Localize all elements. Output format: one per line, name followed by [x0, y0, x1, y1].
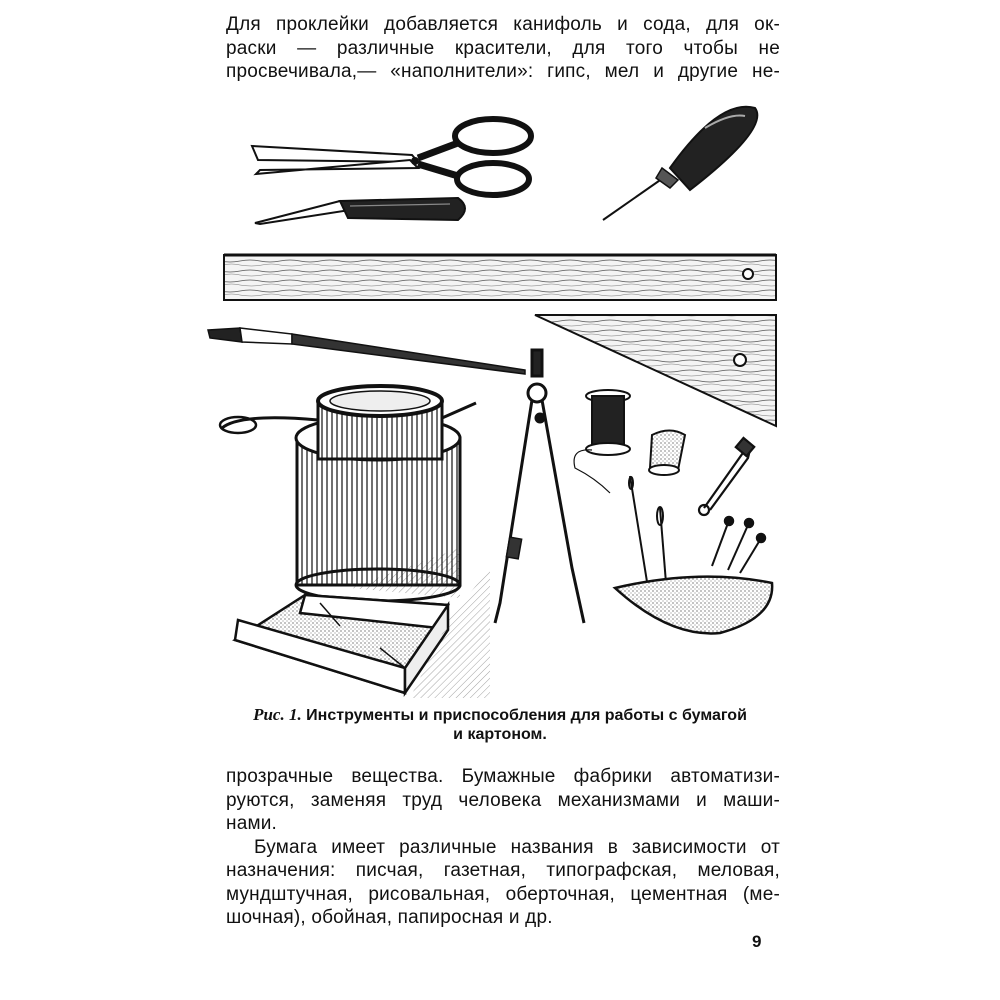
text-line: мундштучная, рисовальная, оберточная, цементная (ме-: [226, 883, 780, 905]
page-number: 9: [752, 932, 762, 951]
top-paragraph: [226, 13, 780, 84]
caption-text: Инструменты и приспособления для работы с бумагой: [306, 707, 747, 724]
text-line: Для проклейки добавляется канифоль и сода, для ок-: [226, 14, 780, 35]
figure-caption: [200, 705, 800, 744]
caption-line-1: [200, 705, 800, 725]
text-line: нами.: [226, 813, 278, 834]
scissors-icon: [252, 119, 531, 195]
set-square-icon: [535, 315, 776, 426]
brush-icon: [208, 328, 525, 374]
text-line: шочная), обойная, папиросная и др.: [226, 907, 553, 928]
needles-icon: [629, 476, 666, 588]
bottom-paragraphs: [226, 765, 780, 930]
compass-icon: [495, 350, 584, 623]
thread-spool-icon: [574, 390, 630, 493]
text-line: назначения: писчая, газетная, типографская, меловая,: [226, 860, 780, 881]
safety-pin-icon: [699, 438, 754, 515]
figure-label: Рис. 1.: [253, 705, 302, 724]
text-line: просвечивала,— «наполнители»: гипс, мел и другие не-: [226, 61, 780, 82]
text-line: раски — различные красители, для того чтобы не: [226, 37, 780, 59]
ruler-icon: [224, 255, 776, 300]
text-line: Бумага имеет различные названия в зависимости от: [254, 836, 780, 858]
awl-icon: [603, 107, 757, 220]
text-line: руются, заменяя труд человека механизмами и маши-: [226, 789, 780, 811]
glue-pot-icon: [220, 386, 476, 601]
knife-icon: [255, 198, 465, 224]
caption-line-2: и картоном.: [453, 726, 547, 743]
tools-illustration: [200, 98, 800, 698]
thimble-icon: [649, 431, 685, 476]
text-line: прозрачные вещества. Бумажные фабрики автоматизи-: [226, 766, 780, 787]
